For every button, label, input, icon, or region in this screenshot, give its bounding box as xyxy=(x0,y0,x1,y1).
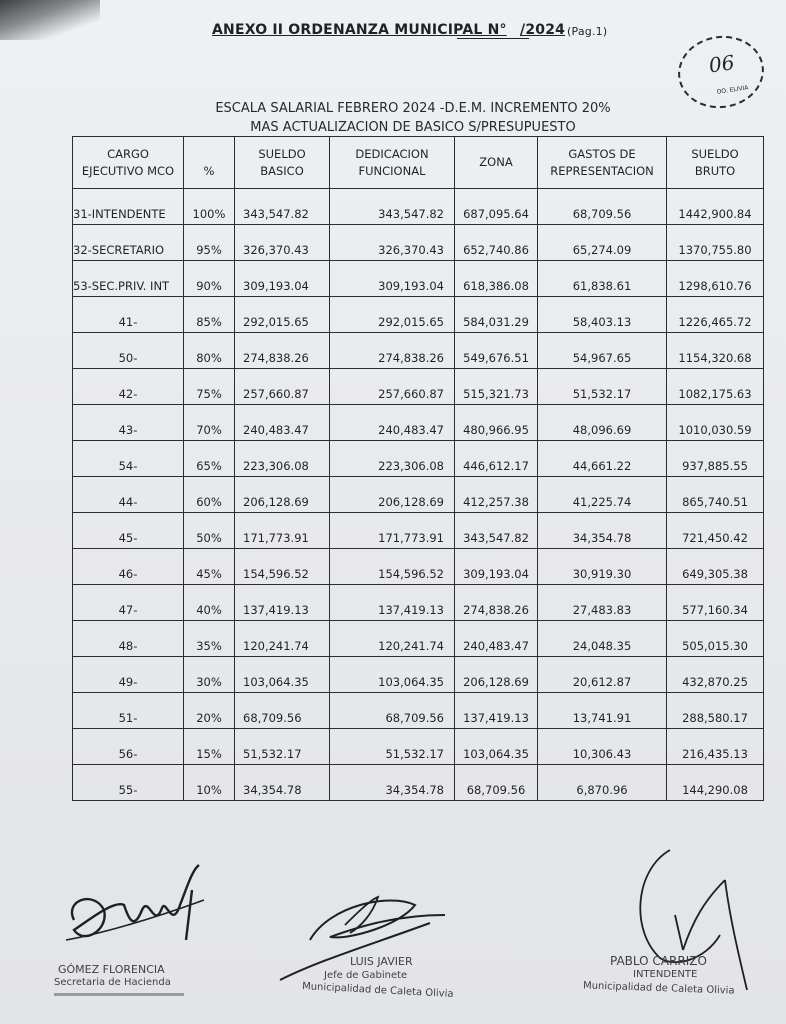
zona-cell: 515,321.73 xyxy=(455,369,538,405)
percent-cell: 45% xyxy=(184,549,235,585)
gastos-cell: 51,532.17 xyxy=(538,369,667,405)
signature-block-gabinete xyxy=(250,885,480,1015)
table-row xyxy=(73,477,764,513)
dedicacion-cell: 103,064.35 xyxy=(330,657,455,693)
signer-role-1: Secretaria de Hacienda xyxy=(54,977,171,988)
sueldo-bruto-cell: 288,580.17 xyxy=(667,693,764,729)
zona-cell: 687,095.64 xyxy=(455,189,538,225)
sueldo-bruto-cell: 721,450.42 xyxy=(667,513,764,549)
gastos-cell: 30,919.30 xyxy=(538,549,667,585)
gastos-cell: 6,870.96 xyxy=(538,765,667,801)
header-cargo: CARGO EJECUTIVO MCO xyxy=(73,137,184,189)
sueldo-bruto-cell: 505,015.30 xyxy=(667,621,764,657)
sueldo-basico-cell: 223,306.08 xyxy=(235,441,330,477)
sueldo-bruto-cell: 1010,030.59 xyxy=(667,405,764,441)
stamp-text: OO. ELIVIA xyxy=(716,84,749,96)
gastos-cell: 24,048.35 xyxy=(538,621,667,657)
signer-name-1: GÓMEZ FLORENCIA xyxy=(58,963,165,976)
gastos-cell: 68,709.56 xyxy=(538,189,667,225)
sueldo-basico-cell: 206,128.69 xyxy=(235,477,330,513)
zona-cell: 584,031.29 xyxy=(455,297,538,333)
cargo-cell: 45- xyxy=(73,513,184,549)
percent-cell: 20% xyxy=(184,693,235,729)
page-indicator: (Pag.1) xyxy=(567,25,608,38)
cargo-cell: 48- xyxy=(73,621,184,657)
sueldo-bruto-cell: 865,740.51 xyxy=(667,477,764,513)
signature-block-intendente xyxy=(575,840,780,1010)
table-row xyxy=(73,369,764,405)
dedicacion-cell: 274,838.26 xyxy=(330,333,455,369)
cargo-cell: 42- xyxy=(73,369,184,405)
dedicacion-cell: 240,483.47 xyxy=(330,405,455,441)
percent-cell: 10% xyxy=(184,765,235,801)
zona-cell: 446,612.17 xyxy=(455,441,538,477)
dedicacion-cell: 326,370.43 xyxy=(330,225,455,261)
percent-cell: 40% xyxy=(184,585,235,621)
dedicacion-cell: 137,419.13 xyxy=(330,585,455,621)
document-title xyxy=(212,22,632,44)
sueldo-basico-cell: 154,596.52 xyxy=(235,549,330,585)
sueldo-bruto-cell: 432,870.25 xyxy=(667,657,764,693)
header-dedicacion: DEDICACION FUNCIONAL xyxy=(330,137,455,189)
percent-cell: 65% xyxy=(184,441,235,477)
sueldo-basico-cell: 103,064.35 xyxy=(235,657,330,693)
gastos-cell: 41,225.74 xyxy=(538,477,667,513)
dedicacion-cell: 154,596.52 xyxy=(330,549,455,585)
sueldo-basico-cell: 274,838.26 xyxy=(235,333,330,369)
dedicacion-cell: 292,015.65 xyxy=(330,297,455,333)
dedicacion-cell: 120,241.74 xyxy=(330,621,455,657)
table-row xyxy=(73,729,764,765)
sueldo-bruto-cell: 1226,465.72 xyxy=(667,297,764,333)
zona-cell: 309,193.04 xyxy=(455,549,538,585)
blurred-stamp-line-1 xyxy=(54,993,184,996)
sueldo-bruto-cell: 1370,755.80 xyxy=(667,225,764,261)
sueldo-bruto-cell: 937,885.55 xyxy=(667,441,764,477)
gastos-cell: 58,403.13 xyxy=(538,297,667,333)
cargo-cell: 56- xyxy=(73,729,184,765)
signer-org-2: Municipalidad de Caleta Olivia xyxy=(301,981,454,1000)
table-row xyxy=(73,189,764,225)
signer-role-3: INTENDENTE xyxy=(633,969,698,980)
cargo-cell: 49- xyxy=(73,657,184,693)
sueldo-basico-cell: 51,532.17 xyxy=(235,729,330,765)
table-row xyxy=(73,513,764,549)
gastos-cell: 13,741.91 xyxy=(538,693,667,729)
zona-cell: 103,064.35 xyxy=(455,729,538,765)
table-row xyxy=(73,441,764,477)
signer-role-2: Jefe de Gabinete xyxy=(324,970,408,981)
signer-org-3: Municipalidad de Caleta Olivia xyxy=(582,980,735,997)
cargo-cell: 32-SECRETARIO xyxy=(73,225,184,261)
table-body xyxy=(73,189,764,801)
sueldo-bruto-cell: 1154,320.68 xyxy=(667,333,764,369)
gastos-cell: 61,838.61 xyxy=(538,261,667,297)
dedicacion-cell: 343,547.82 xyxy=(330,189,455,225)
sueldo-basico-cell: 343,547.82 xyxy=(235,189,330,225)
zona-cell: 343,547.82 xyxy=(455,513,538,549)
percent-cell: 50% xyxy=(184,513,235,549)
sueldo-basico-cell: 34,354.78 xyxy=(235,765,330,801)
sueldo-bruto-cell: 1298,610.76 xyxy=(667,261,764,297)
cargo-cell: 47- xyxy=(73,585,184,621)
sueldo-basico-cell: 120,241.74 xyxy=(235,621,330,657)
cargo-cell: 43- xyxy=(73,405,184,441)
percent-cell: 100% xyxy=(184,189,235,225)
sueldo-basico-cell: 309,193.04 xyxy=(235,261,330,297)
zona-cell: 240,483.47 xyxy=(455,621,538,657)
sueldo-basico-cell: 137,419.13 xyxy=(235,585,330,621)
table-row xyxy=(73,585,764,621)
gastos-cell: 48,096.69 xyxy=(538,405,667,441)
dedicacion-cell: 51,532.17 xyxy=(330,729,455,765)
signature-block-hacienda xyxy=(40,860,240,1010)
sueldo-basico-cell: 292,015.65 xyxy=(235,297,330,333)
percent-cell: 90% xyxy=(184,261,235,297)
dedicacion-cell: 309,193.04 xyxy=(330,261,455,297)
sueldo-basico-cell: 171,773.91 xyxy=(235,513,330,549)
zona-cell: 412,257.38 xyxy=(455,477,538,513)
sueldo-bruto-cell: 649,305.38 xyxy=(667,549,764,585)
table-header-row xyxy=(73,137,764,189)
zona-cell: 480,966.95 xyxy=(455,405,538,441)
table-row xyxy=(73,621,764,657)
dedicacion-cell: 171,773.91 xyxy=(330,513,455,549)
header-sueldo-bruto: SUELDO BRUTO xyxy=(667,137,764,189)
percent-cell: 60% xyxy=(184,477,235,513)
cargo-cell: 44- xyxy=(73,477,184,513)
table-row xyxy=(73,333,764,369)
header-percent: % xyxy=(184,137,235,189)
zona-cell: 274,838.26 xyxy=(455,585,538,621)
percent-cell: 75% xyxy=(184,369,235,405)
cargo-cell: 46- xyxy=(73,549,184,585)
percent-cell: 30% xyxy=(184,657,235,693)
ordinance-number-blank xyxy=(457,22,529,39)
table-row xyxy=(73,693,764,729)
gastos-cell: 65,274.09 xyxy=(538,225,667,261)
sueldo-basico-cell: 240,483.47 xyxy=(235,405,330,441)
table-row xyxy=(73,657,764,693)
cargo-cell: 31-INTENDENTE xyxy=(73,189,184,225)
sueldo-basico-cell: 257,660.87 xyxy=(235,369,330,405)
gastos-cell: 10,306.43 xyxy=(538,729,667,765)
header-gastos: GASTOS DE REPRESENTACION xyxy=(538,137,667,189)
gastos-cell: 34,354.78 xyxy=(538,513,667,549)
subtitle-line-2: MAS ACTUALIZACION DE BASICO S/PRESUPUESTO xyxy=(250,120,576,135)
signer-name-2: LUIS JAVIER xyxy=(350,955,413,968)
cargo-cell: 50- xyxy=(73,333,184,369)
sueldo-basico-cell: 326,370.43 xyxy=(235,225,330,261)
handwritten-signature-1 xyxy=(54,860,214,960)
sueldo-bruto-cell: 216,435.13 xyxy=(667,729,764,765)
sueldo-bruto-cell: 1082,175.63 xyxy=(667,369,764,405)
cargo-cell: 41- xyxy=(73,297,184,333)
dedicacion-cell: 257,660.87 xyxy=(330,369,455,405)
header-sueldo-basico: SUELDO BASICO xyxy=(235,137,330,189)
table-row xyxy=(73,765,764,801)
title-text: ANEXO II ORDENANZA MUNICIPAL N° xyxy=(212,22,507,38)
dedicacion-cell: 34,354.78 xyxy=(330,765,455,801)
dedicacion-cell: 206,128.69 xyxy=(330,477,455,513)
zona-cell: 549,676.51 xyxy=(455,333,538,369)
sueldo-bruto-cell: 1442,900.84 xyxy=(667,189,764,225)
cargo-cell: 55- xyxy=(73,765,184,801)
stamp-number: 06 xyxy=(707,50,736,78)
cargo-cell: 53-SEC.PRIV. INT xyxy=(73,261,184,297)
gastos-cell: 44,661.22 xyxy=(538,441,667,477)
cargo-cell: 54- xyxy=(73,441,184,477)
percent-cell: 80% xyxy=(184,333,235,369)
title-year: /2024 xyxy=(520,22,566,38)
zona-cell: 206,128.69 xyxy=(455,657,538,693)
table-row xyxy=(73,405,764,441)
percent-cell: 35% xyxy=(184,621,235,657)
dedicacion-cell: 68,709.56 xyxy=(330,693,455,729)
header-zona: ZONA xyxy=(455,137,538,189)
subtitle-line-1: ESCALA SALARIAL FEBRERO 2024 -D.E.M. INCREMENTO 20% xyxy=(215,101,611,116)
table-row xyxy=(73,261,764,297)
percent-cell: 15% xyxy=(184,729,235,765)
gastos-cell: 20,612.87 xyxy=(538,657,667,693)
sueldo-bruto-cell: 144,290.08 xyxy=(667,765,764,801)
zona-cell: 68,709.56 xyxy=(455,765,538,801)
sueldo-bruto-cell: 577,160.34 xyxy=(667,585,764,621)
dedicacion-cell: 223,306.08 xyxy=(330,441,455,477)
percent-cell: 95% xyxy=(184,225,235,261)
zona-cell: 618,386.08 xyxy=(455,261,538,297)
gastos-cell: 54,967.65 xyxy=(538,333,667,369)
table-row xyxy=(73,549,764,585)
table-row xyxy=(73,297,764,333)
sueldo-basico-cell: 68,709.56 xyxy=(235,693,330,729)
page-fold-shadow xyxy=(0,0,100,40)
percent-cell: 85% xyxy=(184,297,235,333)
salary-table xyxy=(72,136,764,801)
zona-cell: 652,740.86 xyxy=(455,225,538,261)
table-row xyxy=(73,225,764,261)
percent-cell: 70% xyxy=(184,405,235,441)
signer-name-3: PABLO CARRIZO xyxy=(610,954,707,968)
zona-cell: 137,419.13 xyxy=(455,693,538,729)
gastos-cell: 27,483.83 xyxy=(538,585,667,621)
cargo-cell: 51- xyxy=(73,693,184,729)
